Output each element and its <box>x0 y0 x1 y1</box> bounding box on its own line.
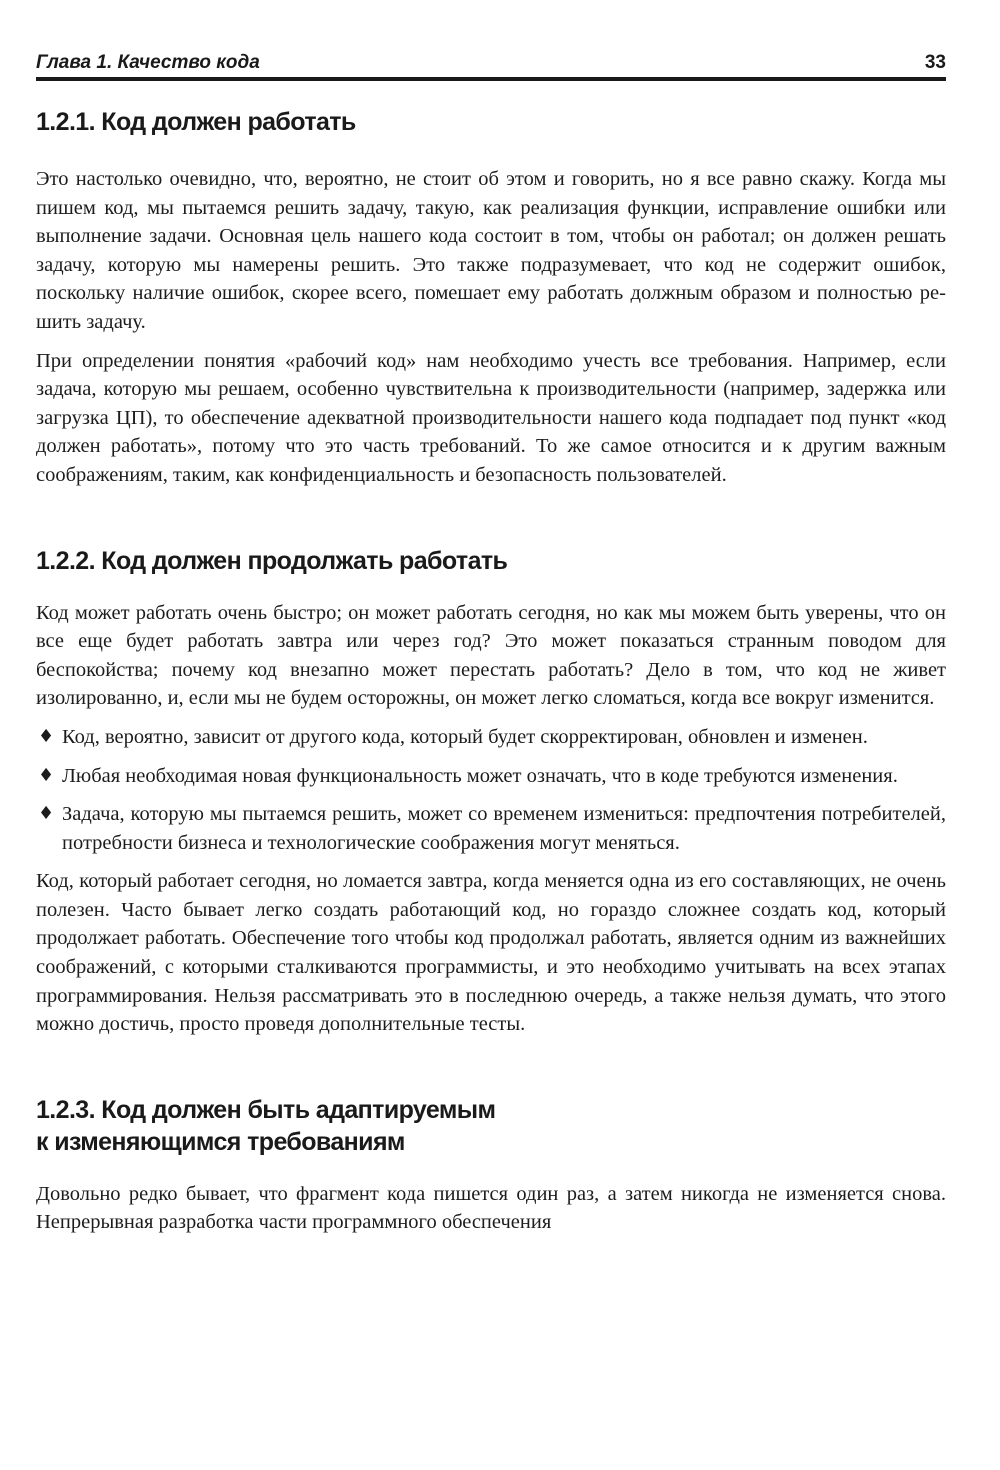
paragraph: При определении понятия «рабочий код» нам необходимо учесть все требования. Например, если задача, которую мы решаем, особенно чувствительна к производительности (например, задержка или загрузка ЦП), то обеспечение адекватной производительности нашего кода подпадает под пункт «код должен работать», потому что это часть требований. То же самое относится и к другим важным соображениям, таким, как конфиденциальность и безопасность пользователей. <box>36 349 946 486</box>
diamond-bullet-icon: ♦ <box>38 803 55 825</box>
bullet-text: Любая необходимая новая функциональность может означать, что в коде требуются изменения. <box>62 764 898 787</box>
bullet-item <box>36 800 946 857</box>
heading-line: к изменяющимся требованиям <box>36 1127 405 1156</box>
bullet-text: Код, вероятно, зависит от другого кода, который будет скорректирован, обновлен и изменен. <box>62 725 868 748</box>
bullet-item <box>36 762 946 791</box>
paragraph: Код может работать очень быстро; он может работать сегодня, но как мы можем быть уверены, что он все еще будет работать завтра или через год? Это может показаться странным поводом для беспокойства; почему код внезапно может перестать работать? Дело в том, что код не живет изолированно, и, если мы не будем осторожны, он может легко сломаться, когда все вокруг изменится. <box>36 601 946 710</box>
bullet-text: Задача, которую мы пытаемся решить, может со временем измениться: предпочтения потребителей, потребности бизнеса и технологические соображения могут меняться. <box>62 803 946 854</box>
paragraph: Код, который работает сегодня, но ломается завтра, когда меняется одна из его составляющих, не очень полезен. Часто бывает легко создать работающий код, но гораздо сложнее создать код, который продолжает работать. Обеспечение того чтобы код продолжал работать, является одним из важнейших соображений, с которыми сталкиваются программисты, и это необходимо учитывать на всех этапах программирования. Нельзя рассматривать это в последнюю очередь, а также нельзя думать, что этого можно достичь, просто проведя дополнительные тесты. <box>36 870 946 1036</box>
section-heading-1-2-2: 1.2.2. Код должен продолжать работать <box>36 546 508 575</box>
section-heading-1-2-3 <box>36 1094 946 1158</box>
page-number: 33 <box>924 52 946 73</box>
book-page <box>36 52 946 1237</box>
paragraph: Довольно редко бывает, что фрагмент кода пишется один раз, а затем никогда не изменяется снова. Непрерывная разработка части программного обеспечения <box>36 1182 946 1234</box>
diamond-bullet-icon: ♦ <box>38 764 55 786</box>
chapter-title: Глава 1. Качество кода <box>36 52 260 73</box>
bullet-list <box>36 723 946 857</box>
heading-line: 1.2.3. Код должен быть адаптируемым <box>36 1095 496 1124</box>
diamond-bullet-icon: ♦ <box>38 725 55 747</box>
section-heading-1-2-1: 1.2.1. Код должен работать <box>36 108 356 136</box>
bullet-item <box>36 723 946 752</box>
paragraph: Это настолько очевидно, что, вероятно, не стоит об этом и говорить, но я все равно скажу. Когда мы пишем код, мы пытаемся решить задачу, такую, как реализация функции, исправление ошибки или выполнение задачи. Основная цель нашего кода состоит в том, чтобы он работал; он должен решать задачу, которую мы намерены решить. Это также подразумевает, что код не содержит ошибок, поскольку наличие ошибок, скорее всего, помешает ему работать должным образом и полностью решить задачу. <box>36 168 946 333</box>
running-header <box>36 52 946 81</box>
